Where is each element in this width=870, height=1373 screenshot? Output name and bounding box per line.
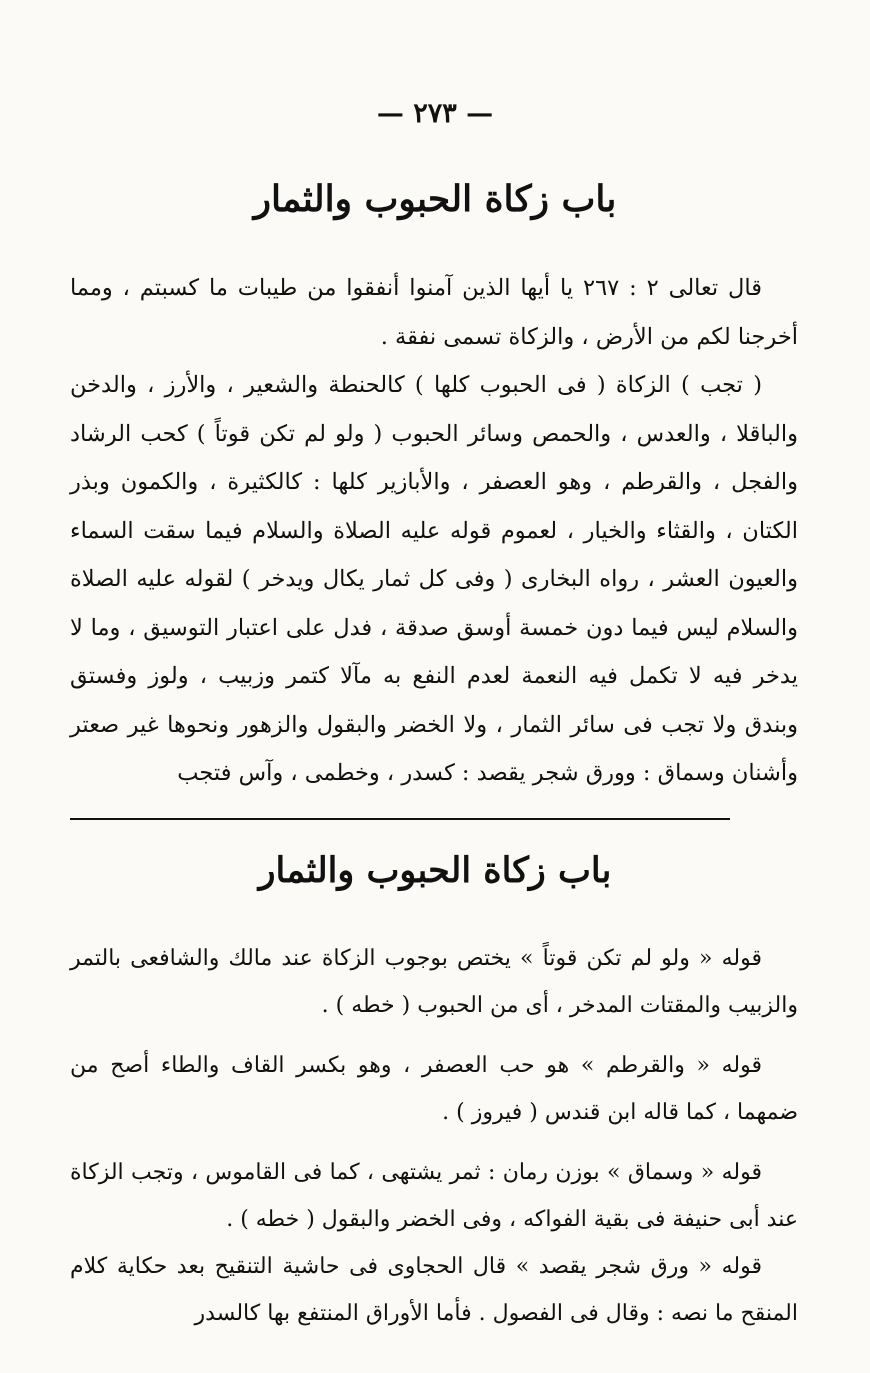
main-paragraph-2: ( تجب ) الزكاة ( فى الحبوب كلها ) كالحنطة والشعير ، والأرز ، والدخن والباقلا ، والعدس ، والحمص وسائر الحبوب ( ولو لم تكن قوتاً ) كحب الرشاد والفجل ، والقرطم ، وهو العصفر ، والأبازير كلها : كالكثيرة ، والكمون وبذر الكتان ، والقثاء والخيار ، لعموم قوله عليه الصلاة والسلام فيما سقت السماء والعيون العشر ، رواه البخارى ( وفى كل ثمار يكال ويدخر ) لقوله عليه الصلاة والسلام ليس فيما دون خمسة أوسق صدقة ، فدل على اعتبار التوسيق ، وما لا يدخر فيه لا تكمل فيه النعمة لعدم النفع به مآلا كتمر وزبيب ، ولوز وفستق وبندق ولا تجب فى سائر الثمار ، ولا الخضر والبقول والزهور ونحوها غير صعتر وأشنان وسماق : وورق شجر يقصد : كسدر ، وخطمى ، وآس فتجب: [70, 372, 798, 786]
page-number: — ٢٧٣ —: [376, 98, 494, 129]
footnote-divider: [70, 818, 730, 820]
commentary-title: باب زكاة الحبوب والثمار: [258, 850, 612, 891]
main-text: [70, 264, 798, 798]
note-1: قوله « ولو لم تكن قوتاً » يختص بوجوب الزكاة عند مالك والشافعى بالتمر والزبيب والمقتات المدخر ، أى من الحبوب ( خطه ) .: [70, 946, 798, 1018]
commentary-notes: [70, 935, 798, 1337]
note-4: قوله « ورق شجر يقصد » قال الحجاوى فى حاشية التنقيح بعد حكاية كلام المنقح ما نصه : وقال فى الفصول . فأما الأوراق المنتفع بها كالسدر: [70, 1254, 798, 1326]
note-3: قوله « وسماق » بوزن رمان : ثمر يشتهى ، كما فى القاموس ، وتجب الزكاة عند أبى حنيفة فى بقية الفواكه ، وفى الخضر والبقول ( خطه ) .: [70, 1160, 798, 1232]
note-2: قوله « والقرطم » هو حب العصفر ، وهو بكسر القاف والطاء أصح من ضمهما ، كما قاله ابن قندس ( فيروز ) .: [70, 1053, 798, 1125]
section-title: باب زكاة الحبوب والثمار: [253, 178, 617, 220]
main-paragraph-1: قال تعالى ٢ : ٢٦٧ يا أيها الذين آمنوا أنفقوا من طيبات ما كسبتم ، ومما أخرجنا لكم من الأرض ، والزكاة تسمى نفقة .: [70, 275, 798, 350]
